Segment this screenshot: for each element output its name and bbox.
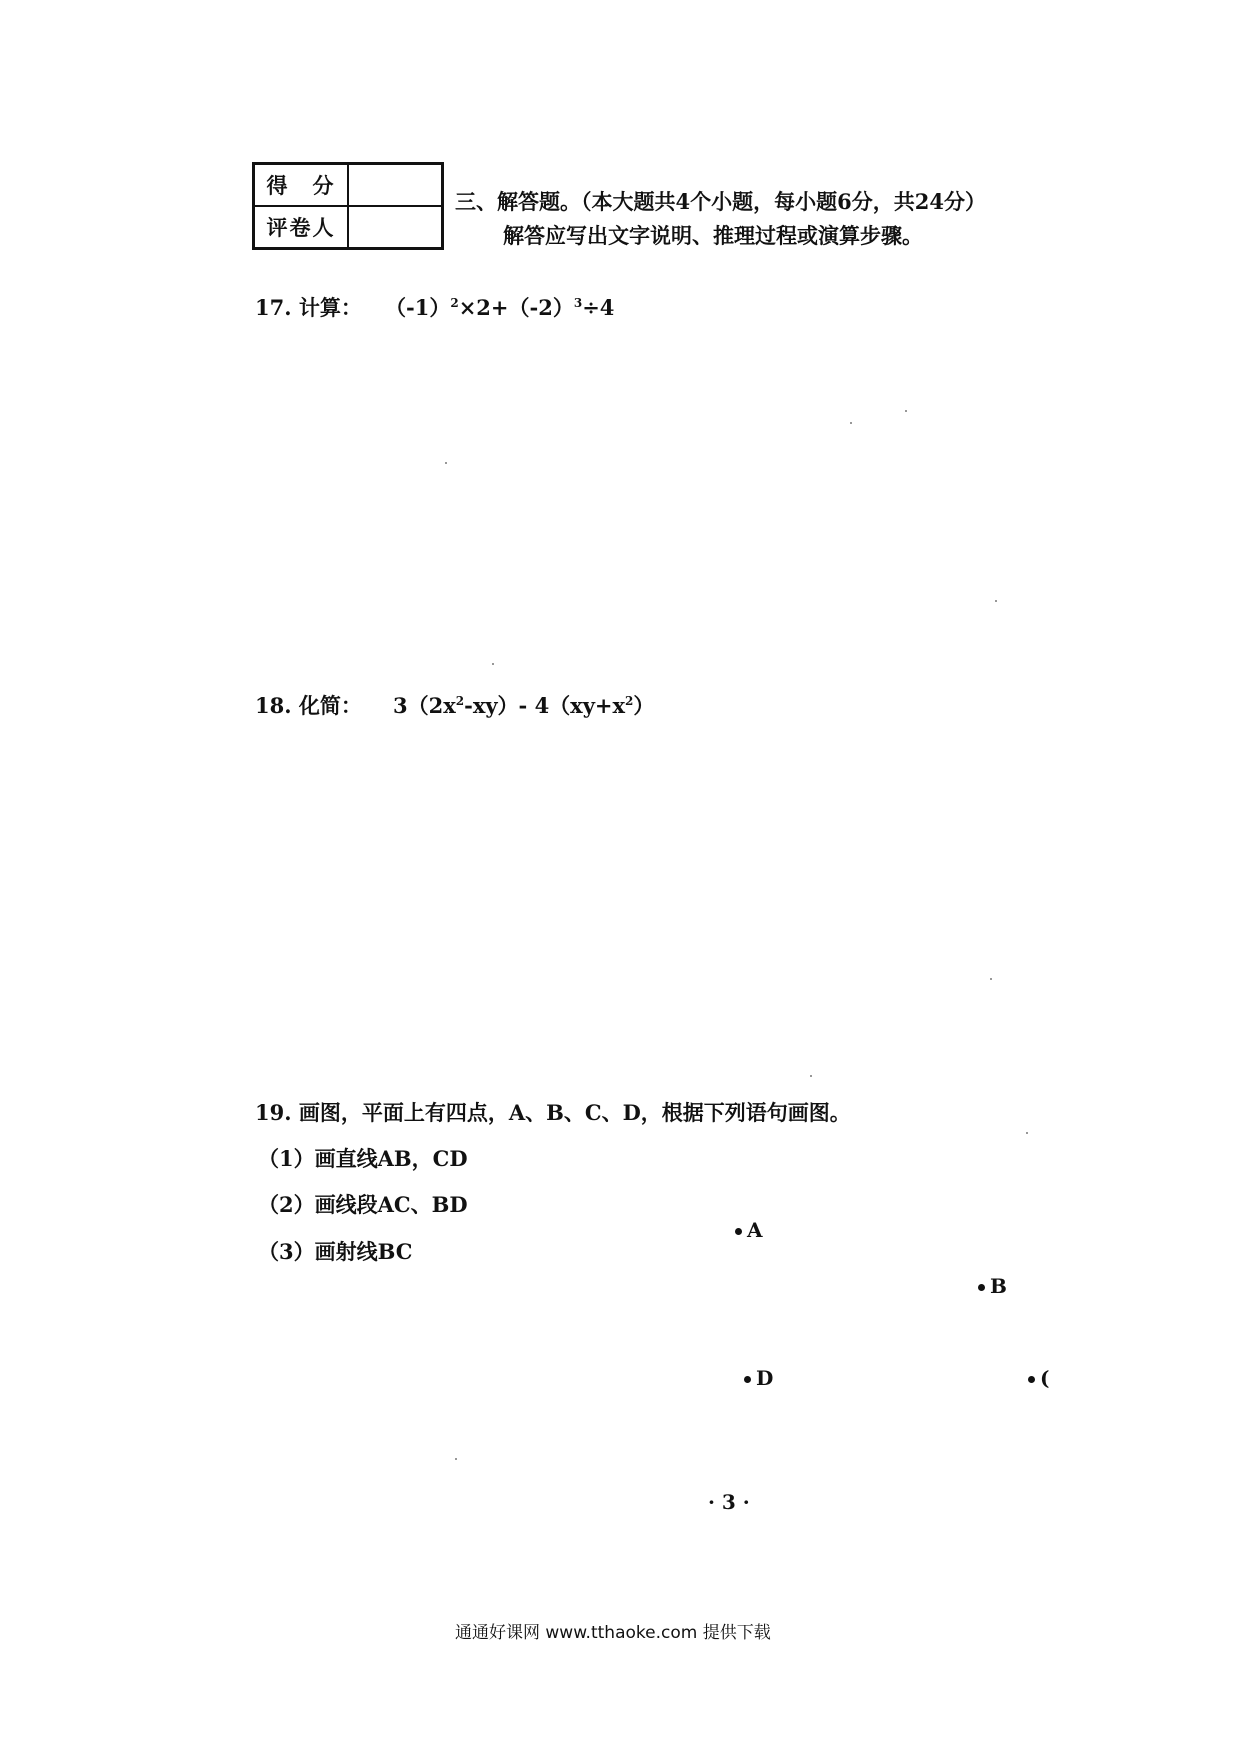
- question-19-label: 19. 画图，平面上有四点，A、B、C、D，根据下列语句画图。: [255, 1100, 851, 1125]
- grader-label: 评卷人: [254, 206, 349, 249]
- question-18-label: 18. 化简：: [255, 693, 362, 718]
- section-note: 解答应写出文字说明、推理过程或演算步骤。: [503, 223, 923, 248]
- section-title: 三、解答题。（本大题共4个小题，每小题6分，共24分）: [455, 189, 986, 214]
- point-c-dot-icon: [1028, 1376, 1035, 1383]
- point-b-dot-icon: [978, 1284, 985, 1291]
- point-a-dot-icon: [735, 1228, 742, 1235]
- scan-speck: [850, 422, 852, 424]
- scan-speck: [995, 600, 997, 602]
- point-a: A: [735, 1218, 763, 1242]
- question-19-item-3: （3）画射线BC: [258, 1239, 413, 1264]
- score-table: [252, 162, 444, 250]
- score-label: 得 分: [254, 164, 349, 207]
- footer-text: 通通好课网 www.tthaoke.com 提供下载: [455, 1623, 771, 1643]
- score-field[interactable]: [348, 164, 443, 207]
- scan-speck: [990, 978, 992, 980]
- page-number: · 3 ·: [708, 1490, 750, 1514]
- point-d: D: [744, 1366, 773, 1390]
- scan-speck: [492, 663, 494, 665]
- point-c: (: [1028, 1366, 1049, 1390]
- question-17-expression: $(-1)^2\times 2+(-2)^3\div 4$: [385, 295, 615, 320]
- scan-speck: [810, 1075, 812, 1077]
- scan-speck: [905, 410, 907, 412]
- question-17-label: 17. 计算：: [255, 295, 362, 320]
- question-19-item-1: （1）画直线AB，CD: [258, 1146, 468, 1171]
- question-19-item-2: （2）画线段AC、BD: [258, 1192, 468, 1217]
- point-d-dot-icon: [744, 1376, 751, 1383]
- question-18-expression: $3(2x^2-xy)-$ $4(xy+x^2)$: [393, 693, 655, 718]
- scan-speck: [455, 1458, 457, 1460]
- point-b: B: [978, 1274, 1007, 1298]
- grader-field[interactable]: [348, 206, 443, 249]
- scan-speck: [1026, 1132, 1028, 1134]
- scan-speck: [445, 462, 447, 464]
